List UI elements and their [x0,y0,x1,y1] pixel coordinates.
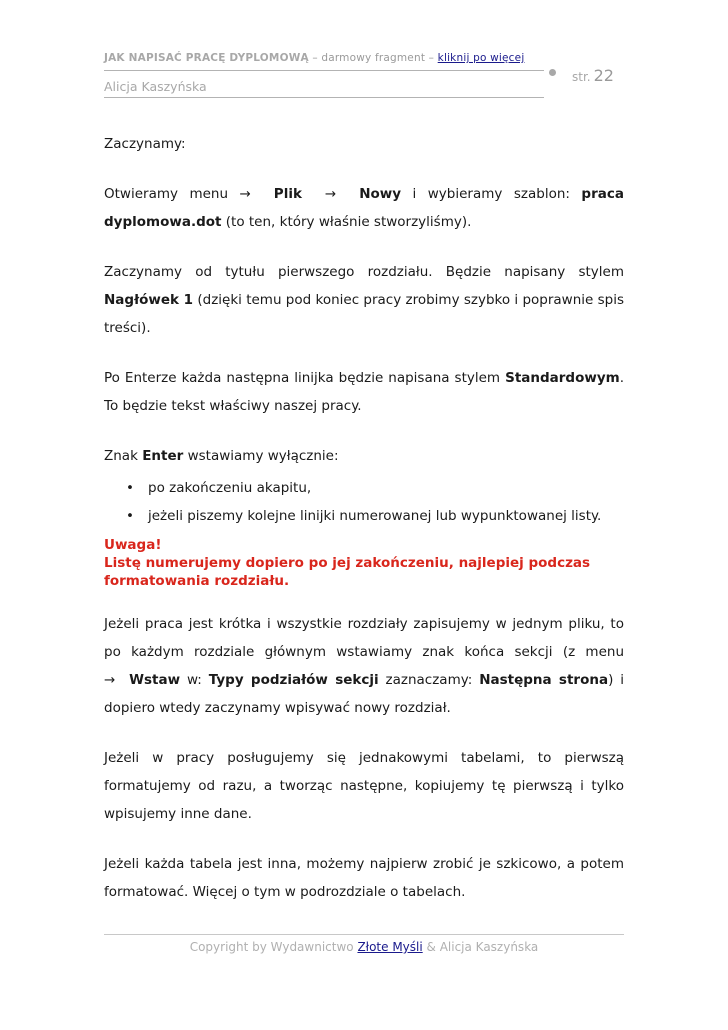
bullet-dot-icon [549,69,556,76]
paragraph-section-break: Jeżeli praca jest krótka i wszystkie rozdziały zapisujemy w jednym pliku, to po każdym rozdziale głównym wstawiamy znak końca sekcji (z menu → Wstaw w: Typy podziałów sekcji zaznaczamy: Następna strona) i dopiero wtedy zaczynamy wpisywać nowy rozdział. [104,616,624,716]
list-item: • po zakończeniu akapitu, [104,474,624,502]
document-body [104,130,624,928]
footer-divider [104,934,624,935]
warning-title: Uwaga! [104,537,162,553]
page-number [572,66,614,85]
style-standard: Standardowym [505,370,620,386]
footer-copyright: Copyright by Wydawnictwo Złote Myśli & Alicja Kaszyńska [189,940,539,954]
menu-new: Nowy [359,186,402,202]
paragraph-tables-different: Jeżeli każda tabela jest inna, możemy najpierw zrobić je szkicowo, a potem formatować. Więcej o tym w podrozdziale o tabelach. [104,856,624,900]
menu-insert: Wstaw [129,672,181,688]
bullet-list [104,474,624,530]
arrow-icon: → [104,672,116,688]
header-divider [104,97,544,98]
menu-file: Plik [273,186,302,202]
paragraph-tables-same: Jeżeli w pracy posługujemy się jednakowymi tabelami, to pierwszą formatujemy od razu, a tworząc następne, kopiujemy tę pierwszą i tylko wpisujemy inne dane. [104,750,624,822]
header-separator: – [425,52,438,64]
paragraph-start: Zaczynamy: [104,136,186,152]
warning-note [104,536,624,590]
running-header [104,52,524,64]
next-page-option: Następna strona [479,672,609,688]
paragraph-standard-style: Po Enterze każda następna linijka będzie napisana stylem Standardowym. To będzie tekst właściwy naszej pracy. [104,370,624,414]
warning-text: Listę numerujemy dopiero po jej zakończeniu, najlepiej podczas formatowania rozdziału. [104,555,591,589]
page-number-value: 22 [593,66,614,85]
paragraph-enter: Znak Enter wstawiamy wyłącznie: [104,448,339,464]
list-item: • jeżeli piszemy kolejne linijki numerowanej lub wypunktowanej listy. [104,502,624,530]
arrow-icon: → [239,186,251,202]
more-link[interactable]: kliknij po więcej [437,52,525,64]
paragraph-heading-style: Zaczynamy od tytułu pierwszego rozdziału. Będzie napisany stylem Nagłówek 1 (dzięki temu pod koniec pracy zrobimy szybko i poprawnie spis treści). [104,264,625,336]
header-separator: – [308,52,322,64]
header-author: Alicja Kaszyńska [104,79,207,94]
enter-key: Enter [142,448,184,464]
paragraph-new-file: Otwieramy menu → Plik → Nowy i wybieramy szablon: praca dyplomowa.dot (to ten, który właśnie stworzyliśmy). [104,186,624,230]
header-divider [104,70,544,71]
template-name: praca dyplomowa.dot [104,186,624,230]
publisher-link[interactable]: Złote Myśli [357,940,423,954]
header-fragment: darmowy fragment [321,52,426,64]
book-title: JAK NAPISAĆ PRACĘ DYPLOMOWĄ [104,52,309,64]
style-heading-1: Nagłówek 1 [104,292,194,308]
page-label: str. [572,70,591,84]
arrow-icon: → [324,186,337,202]
section-break-types: Typy podziałów sekcji [208,672,379,688]
